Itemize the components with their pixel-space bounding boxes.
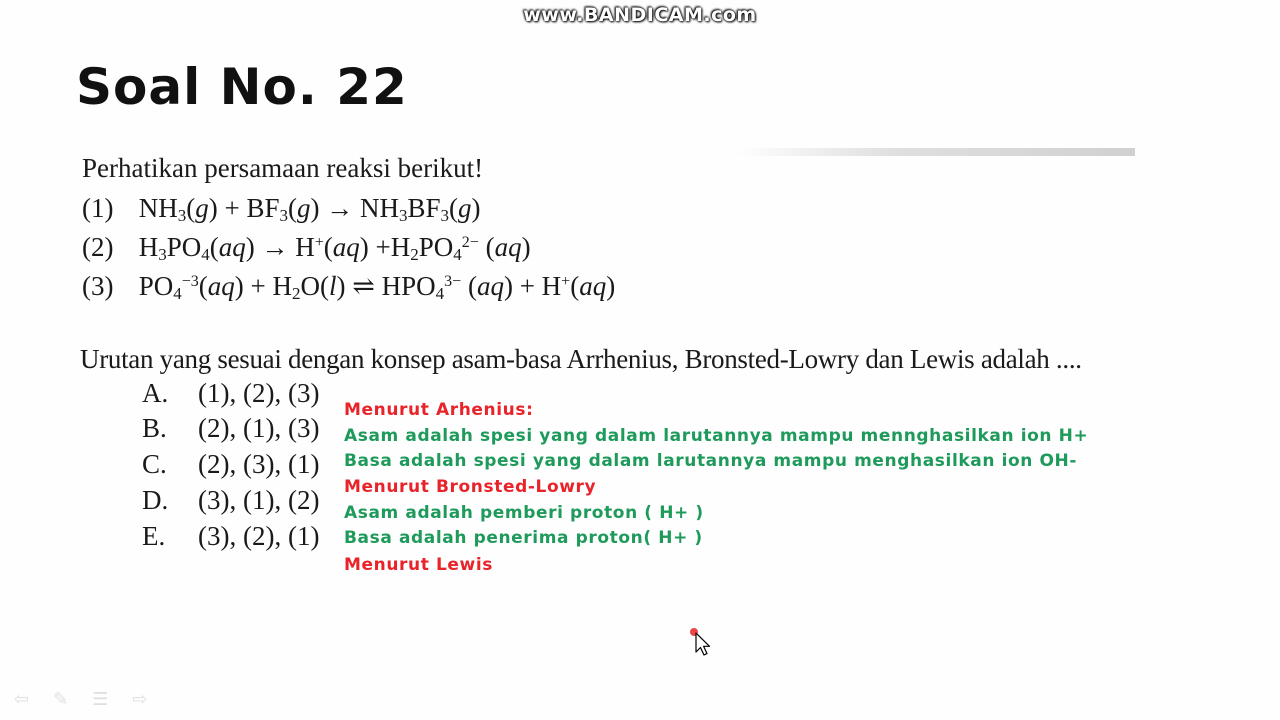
option-value: (3), (1), (2) (198, 485, 320, 515)
option-letter: C. (142, 449, 167, 479)
option-value: (3), (2), (1) (198, 521, 320, 551)
reaction-number: (1) (82, 193, 114, 223)
option-value: (2), (3), (1) (198, 449, 320, 479)
note-bronsted-acid: Asam adalah pemberi proton ( H+ ) (344, 503, 704, 523)
option-letter: E. (142, 521, 166, 551)
answer-option-e (142, 521, 319, 552)
question-intro: Perhatikan persamaan reaksi berikut! (82, 153, 484, 183)
option-letter: A. (142, 378, 169, 408)
note-arrhenius-acid: Asam adalah spesi yang dalam larutannya mampu mennghasilkan ion H+ (344, 426, 1089, 446)
option-value: (2), (1), (3) (198, 413, 320, 443)
prev-arrow-icon[interactable]: ⇦ (14, 689, 30, 710)
answer-option-c (142, 449, 319, 480)
next-arrow-icon[interactable]: ⇨ (132, 689, 148, 710)
note-bronsted-base: Basa adalah penerima proton( H+ ) (344, 528, 703, 548)
note-bronsted-heading: Menurut Bronsted-Lowry (344, 477, 597, 497)
option-value: (1), (2), (3) (198, 378, 320, 408)
slide-title: Soal No. 22 (76, 58, 408, 116)
mouse-pointer-icon (690, 628, 714, 658)
faded-heading-artifact (735, 148, 1135, 156)
recorder-watermark: www.BANDICAM.com (523, 4, 757, 26)
reaction-3: (3) $PO_4^{-3}(aq) + H_2O(l)$ ⇌ $HPO_4^{3-}$ (aq) + H+(aq) (82, 271, 616, 303)
question-text: Urutan yang sesuai dengan konsep asam-basa Arrhenius, Bronsted-Lowry dan Lewis adalah .... (80, 344, 1082, 374)
answer-option-d (142, 485, 319, 516)
reaction-number: (3) (82, 271, 114, 301)
note-lewis-heading: Menurut Lewis (344, 555, 493, 575)
option-letter: B. (142, 413, 167, 443)
answer-option-b (142, 413, 319, 444)
note-arrhenius-heading: Menurut Arhenius: (344, 400, 534, 420)
pen-icon[interactable]: ✎ (53, 689, 69, 710)
reaction-2: (2) $H_3PO_4(aq) \to H^+(aq) +H_2PO_4^{2-}$ (aq) (82, 232, 531, 264)
menu-icon[interactable]: ☰ (92, 689, 109, 710)
reaction-number: (2) (82, 232, 114, 262)
slideshow-nav (14, 689, 147, 710)
option-letter: D. (142, 485, 169, 515)
answer-option-a (142, 378, 319, 409)
reaction-1: (1) $NH_3(g) + BF_3(g) \to NH_3BF_3(g)$ (82, 193, 481, 225)
note-arrhenius-base: Basa adalah spesi yang dalam larutannya mampu menghasilkan ion OH- (344, 451, 1078, 471)
